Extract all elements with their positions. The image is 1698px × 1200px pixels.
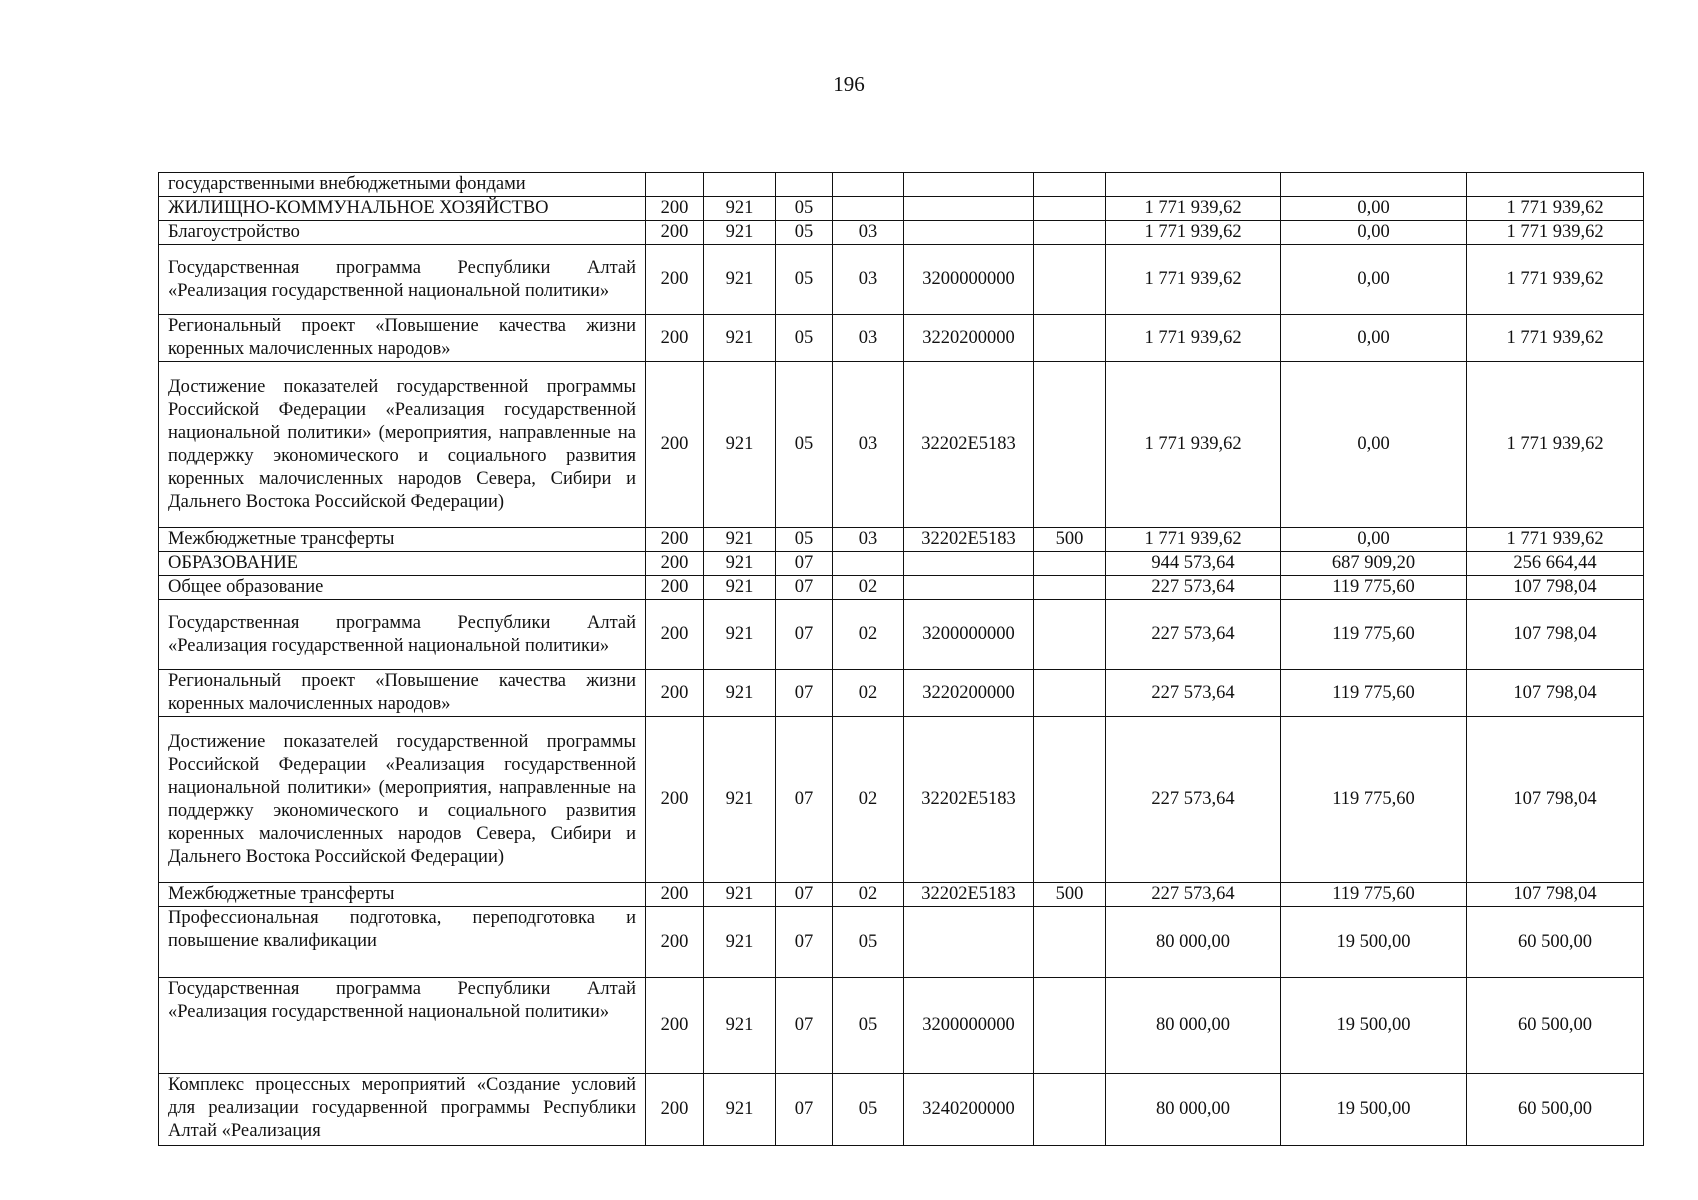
row-csr-cell bbox=[904, 197, 1034, 221]
row-reg-cell: 107 798,04 bbox=[1467, 717, 1644, 883]
row-pr-cell: 03 bbox=[833, 528, 904, 552]
table-row bbox=[159, 221, 1644, 245]
row-grbs-cell: 200 bbox=[646, 197, 704, 221]
row-pr-cell: 03 bbox=[833, 315, 904, 362]
row-ved-cell: 921 bbox=[704, 907, 776, 978]
row-rz-cell: 07 bbox=[776, 576, 833, 600]
row-rz-cell: 05 bbox=[776, 221, 833, 245]
row-csr-cell: 3200000000 bbox=[904, 600, 1034, 670]
row-vr-cell bbox=[1034, 173, 1106, 197]
row-vr-cell bbox=[1034, 315, 1106, 362]
row-ved-cell: 921 bbox=[704, 883, 776, 907]
row-name-cell: Достижение показателей государственной программы Российской Федерации «Реализация государственной национальной политики» (мероприятия, направленные на поддержку экономического и социального развития коренных малочисленных народов Севера, Сибири и Дальнего Востока Российской Федерации) bbox=[159, 362, 646, 528]
row-name-cell: Государственная программа Республики Алтай «Реализация государственной национальной политики» bbox=[159, 600, 646, 670]
row-rz-cell: 05 bbox=[776, 362, 833, 528]
row-grbs-cell: 200 bbox=[646, 978, 704, 1074]
row-pr-cell bbox=[833, 197, 904, 221]
row-csr-cell: 3240200000 bbox=[904, 1074, 1034, 1146]
row-ved-cell: 921 bbox=[704, 670, 776, 717]
row-reg-cell: 107 798,04 bbox=[1467, 670, 1644, 717]
row-csr-cell bbox=[904, 576, 1034, 600]
row-vr-cell bbox=[1034, 362, 1106, 528]
row-name-cell: Комплекс процессных мероприятий «Создание условий для реализации государвенной программы Республики Алтай «Реализация bbox=[159, 1074, 646, 1146]
row-csr-cell bbox=[904, 221, 1034, 245]
row-ved-cell bbox=[704, 173, 776, 197]
table-row bbox=[159, 670, 1644, 717]
row-total-cell: 944 573,64 bbox=[1106, 552, 1281, 576]
row-fed-cell: 0,00 bbox=[1281, 221, 1467, 245]
row-vr-cell: 500 bbox=[1034, 883, 1106, 907]
row-name-cell: Региональный проект «Повышение качества жизни коренных малочисленных народов» bbox=[159, 670, 646, 717]
row-rz-cell: 07 bbox=[776, 907, 833, 978]
row-total-cell: 227 573,64 bbox=[1106, 883, 1281, 907]
row-rz-cell: 07 bbox=[776, 1074, 833, 1146]
row-total-cell: 1 771 939,62 bbox=[1106, 221, 1281, 245]
row-vr-cell bbox=[1034, 978, 1106, 1074]
row-rz-cell: 07 bbox=[776, 600, 833, 670]
row-name-cell: ОБРАЗОВАНИЕ bbox=[159, 552, 646, 576]
row-ved-cell: 921 bbox=[704, 552, 776, 576]
row-fed-cell: 19 500,00 bbox=[1281, 978, 1467, 1074]
row-rz-cell: 05 bbox=[776, 528, 833, 552]
row-vr-cell bbox=[1034, 552, 1106, 576]
table-row bbox=[159, 245, 1644, 315]
row-rz-cell: 07 bbox=[776, 552, 833, 576]
row-vr-cell bbox=[1034, 221, 1106, 245]
row-reg-cell: 1 771 939,62 bbox=[1467, 362, 1644, 528]
row-reg-cell: 1 771 939,62 bbox=[1467, 245, 1644, 315]
row-grbs-cell: 200 bbox=[646, 1074, 704, 1146]
row-name-cell: Государственная программа Республики Алтай «Реализация государственной национальной политики» bbox=[159, 245, 646, 315]
row-total-cell: 227 573,64 bbox=[1106, 600, 1281, 670]
row-fed-cell: 19 500,00 bbox=[1281, 1074, 1467, 1146]
row-reg-cell bbox=[1467, 173, 1644, 197]
row-fed-cell: 0,00 bbox=[1281, 197, 1467, 221]
row-name-cell: Региональный проект «Повышение качества жизни коренных малочисленных народов» bbox=[159, 315, 646, 362]
table-row bbox=[159, 315, 1644, 362]
row-fed-cell: 119 775,60 bbox=[1281, 883, 1467, 907]
row-reg-cell: 60 500,00 bbox=[1467, 907, 1644, 978]
row-reg-cell: 1 771 939,62 bbox=[1467, 315, 1644, 362]
row-rz-cell: 07 bbox=[776, 978, 833, 1074]
row-rz-cell: 05 bbox=[776, 197, 833, 221]
row-pr-cell: 03 bbox=[833, 245, 904, 315]
row-ved-cell: 921 bbox=[704, 362, 776, 528]
row-total-cell: 80 000,00 bbox=[1106, 978, 1281, 1074]
row-csr-cell: 3220200000 bbox=[904, 315, 1034, 362]
row-pr-cell: 02 bbox=[833, 670, 904, 717]
table-body bbox=[159, 173, 1644, 1146]
row-vr-cell bbox=[1034, 245, 1106, 315]
row-pr-cell bbox=[833, 173, 904, 197]
row-fed-cell: 687 909,20 bbox=[1281, 552, 1467, 576]
row-fed-cell: 119 775,60 bbox=[1281, 717, 1467, 883]
row-ved-cell: 921 bbox=[704, 1074, 776, 1146]
row-vr-cell bbox=[1034, 670, 1106, 717]
row-csr-cell: 32202E5183 bbox=[904, 362, 1034, 528]
row-name-cell: Государственная программа Республики Алтай «Реализация государственной национальной политики» bbox=[159, 978, 646, 1074]
row-ved-cell: 921 bbox=[704, 221, 776, 245]
row-ved-cell: 921 bbox=[704, 197, 776, 221]
table-row bbox=[159, 717, 1644, 883]
row-total-cell: 1 771 939,62 bbox=[1106, 197, 1281, 221]
table-row bbox=[159, 576, 1644, 600]
row-ved-cell: 921 bbox=[704, 315, 776, 362]
table-row bbox=[159, 173, 1644, 197]
row-fed-cell: 119 775,60 bbox=[1281, 670, 1467, 717]
row-grbs-cell: 200 bbox=[646, 670, 704, 717]
row-rz-cell bbox=[776, 173, 833, 197]
row-grbs-cell: 200 bbox=[646, 315, 704, 362]
table-row bbox=[159, 1074, 1644, 1146]
row-rz-cell: 05 bbox=[776, 315, 833, 362]
row-name-cell: Межбюджетные трансферты bbox=[159, 528, 646, 552]
row-reg-cell: 107 798,04 bbox=[1467, 883, 1644, 907]
row-ved-cell: 921 bbox=[704, 528, 776, 552]
row-fed-cell bbox=[1281, 173, 1467, 197]
row-vr-cell bbox=[1034, 907, 1106, 978]
row-fed-cell: 0,00 bbox=[1281, 528, 1467, 552]
row-fed-cell: 0,00 bbox=[1281, 245, 1467, 315]
row-reg-cell: 60 500,00 bbox=[1467, 978, 1644, 1074]
row-rz-cell: 07 bbox=[776, 883, 833, 907]
row-name-cell: Профессиональная подготовка, переподготовка и повышение квалификации bbox=[159, 907, 646, 978]
row-grbs-cell: 200 bbox=[646, 362, 704, 528]
row-vr-cell bbox=[1034, 1074, 1106, 1146]
row-vr-cell bbox=[1034, 600, 1106, 670]
table-row bbox=[159, 600, 1644, 670]
row-ved-cell: 921 bbox=[704, 978, 776, 1074]
row-total-cell: 1 771 939,62 bbox=[1106, 362, 1281, 528]
row-reg-cell: 1 771 939,62 bbox=[1467, 197, 1644, 221]
row-pr-cell: 03 bbox=[833, 362, 904, 528]
row-fed-cell: 0,00 bbox=[1281, 315, 1467, 362]
row-csr-cell bbox=[904, 552, 1034, 576]
row-grbs-cell: 200 bbox=[646, 717, 704, 883]
row-fed-cell: 119 775,60 bbox=[1281, 576, 1467, 600]
row-csr-cell: 32202E5183 bbox=[904, 883, 1034, 907]
table-row bbox=[159, 362, 1644, 528]
row-grbs-cell: 200 bbox=[646, 528, 704, 552]
row-pr-cell: 02 bbox=[833, 600, 904, 670]
row-fed-cell: 119 775,60 bbox=[1281, 600, 1467, 670]
row-total-cell: 1 771 939,62 bbox=[1106, 315, 1281, 362]
row-pr-cell: 05 bbox=[833, 907, 904, 978]
row-vr-cell bbox=[1034, 717, 1106, 883]
row-grbs-cell: 200 bbox=[646, 600, 704, 670]
row-csr-cell: 3220200000 bbox=[904, 670, 1034, 717]
row-reg-cell: 60 500,00 bbox=[1467, 1074, 1644, 1146]
row-grbs-cell: 200 bbox=[646, 221, 704, 245]
row-grbs-cell: 200 bbox=[646, 576, 704, 600]
row-pr-cell: 05 bbox=[833, 978, 904, 1074]
row-total-cell: 80 000,00 bbox=[1106, 907, 1281, 978]
row-pr-cell: 05 bbox=[833, 1074, 904, 1146]
table-row bbox=[159, 197, 1644, 221]
row-csr-cell: 32202E5183 bbox=[904, 528, 1034, 552]
row-rz-cell: 07 bbox=[776, 717, 833, 883]
row-csr-cell bbox=[904, 173, 1034, 197]
table-row bbox=[159, 552, 1644, 576]
row-total-cell: 227 573,64 bbox=[1106, 576, 1281, 600]
row-total-cell bbox=[1106, 173, 1281, 197]
row-reg-cell: 1 771 939,62 bbox=[1467, 528, 1644, 552]
row-ved-cell: 921 bbox=[704, 576, 776, 600]
row-csr-cell bbox=[904, 907, 1034, 978]
page-number: 196 bbox=[833, 72, 865, 96]
row-pr-cell: 02 bbox=[833, 717, 904, 883]
row-reg-cell: 256 664,44 bbox=[1467, 552, 1644, 576]
row-csr-cell: 32202E5183 bbox=[904, 717, 1034, 883]
row-grbs-cell: 200 bbox=[646, 245, 704, 315]
row-reg-cell: 107 798,04 bbox=[1467, 576, 1644, 600]
row-name-cell: Общее образование bbox=[159, 576, 646, 600]
row-total-cell: 80 000,00 bbox=[1106, 1074, 1281, 1146]
row-csr-cell: 3200000000 bbox=[904, 245, 1034, 315]
row-name-cell: Межбюджетные трансферты bbox=[159, 883, 646, 907]
row-name-cell: Достижение показателей государственной программы Российской Федерации «Реализация государственной национальной политики» (мероприятия, направленные на поддержку экономического и социального развития коренных малочисленных народов Севера, Сибири и Дальнего Востока Российской Федерации) bbox=[159, 717, 646, 883]
table-row bbox=[159, 978, 1644, 1074]
table-row bbox=[159, 883, 1644, 907]
row-fed-cell: 0,00 bbox=[1281, 362, 1467, 528]
row-csr-cell: 3200000000 bbox=[904, 978, 1034, 1074]
row-pr-cell: 02 bbox=[833, 576, 904, 600]
row-grbs-cell bbox=[646, 173, 704, 197]
row-grbs-cell: 200 bbox=[646, 907, 704, 978]
budget-table bbox=[158, 172, 1644, 1146]
row-vr-cell bbox=[1034, 576, 1106, 600]
table-row bbox=[159, 528, 1644, 552]
row-pr-cell bbox=[833, 552, 904, 576]
row-pr-cell: 02 bbox=[833, 883, 904, 907]
row-total-cell: 1 771 939,62 bbox=[1106, 528, 1281, 552]
row-ved-cell: 921 bbox=[704, 717, 776, 883]
row-total-cell: 227 573,64 bbox=[1106, 670, 1281, 717]
row-pr-cell: 03 bbox=[833, 221, 904, 245]
row-vr-cell bbox=[1034, 197, 1106, 221]
row-total-cell: 1 771 939,62 bbox=[1106, 245, 1281, 315]
row-name-cell: государственными внебюджетными фондами bbox=[159, 173, 646, 197]
row-vr-cell: 500 bbox=[1034, 528, 1106, 552]
row-rz-cell: 05 bbox=[776, 245, 833, 315]
row-ved-cell: 921 bbox=[704, 600, 776, 670]
row-name-cell: Благоустройство bbox=[159, 221, 646, 245]
row-grbs-cell: 200 bbox=[646, 552, 704, 576]
row-reg-cell: 1 771 939,62 bbox=[1467, 221, 1644, 245]
row-ved-cell: 921 bbox=[704, 245, 776, 315]
row-fed-cell: 19 500,00 bbox=[1281, 907, 1467, 978]
row-total-cell: 227 573,64 bbox=[1106, 717, 1281, 883]
row-name-cell: ЖИЛИЩНО-КОММУНАЛЬНОЕ ХОЗЯЙСТВО bbox=[159, 197, 646, 221]
row-grbs-cell: 200 bbox=[646, 883, 704, 907]
table-row bbox=[159, 907, 1644, 978]
row-reg-cell: 107 798,04 bbox=[1467, 600, 1644, 670]
row-rz-cell: 07 bbox=[776, 670, 833, 717]
